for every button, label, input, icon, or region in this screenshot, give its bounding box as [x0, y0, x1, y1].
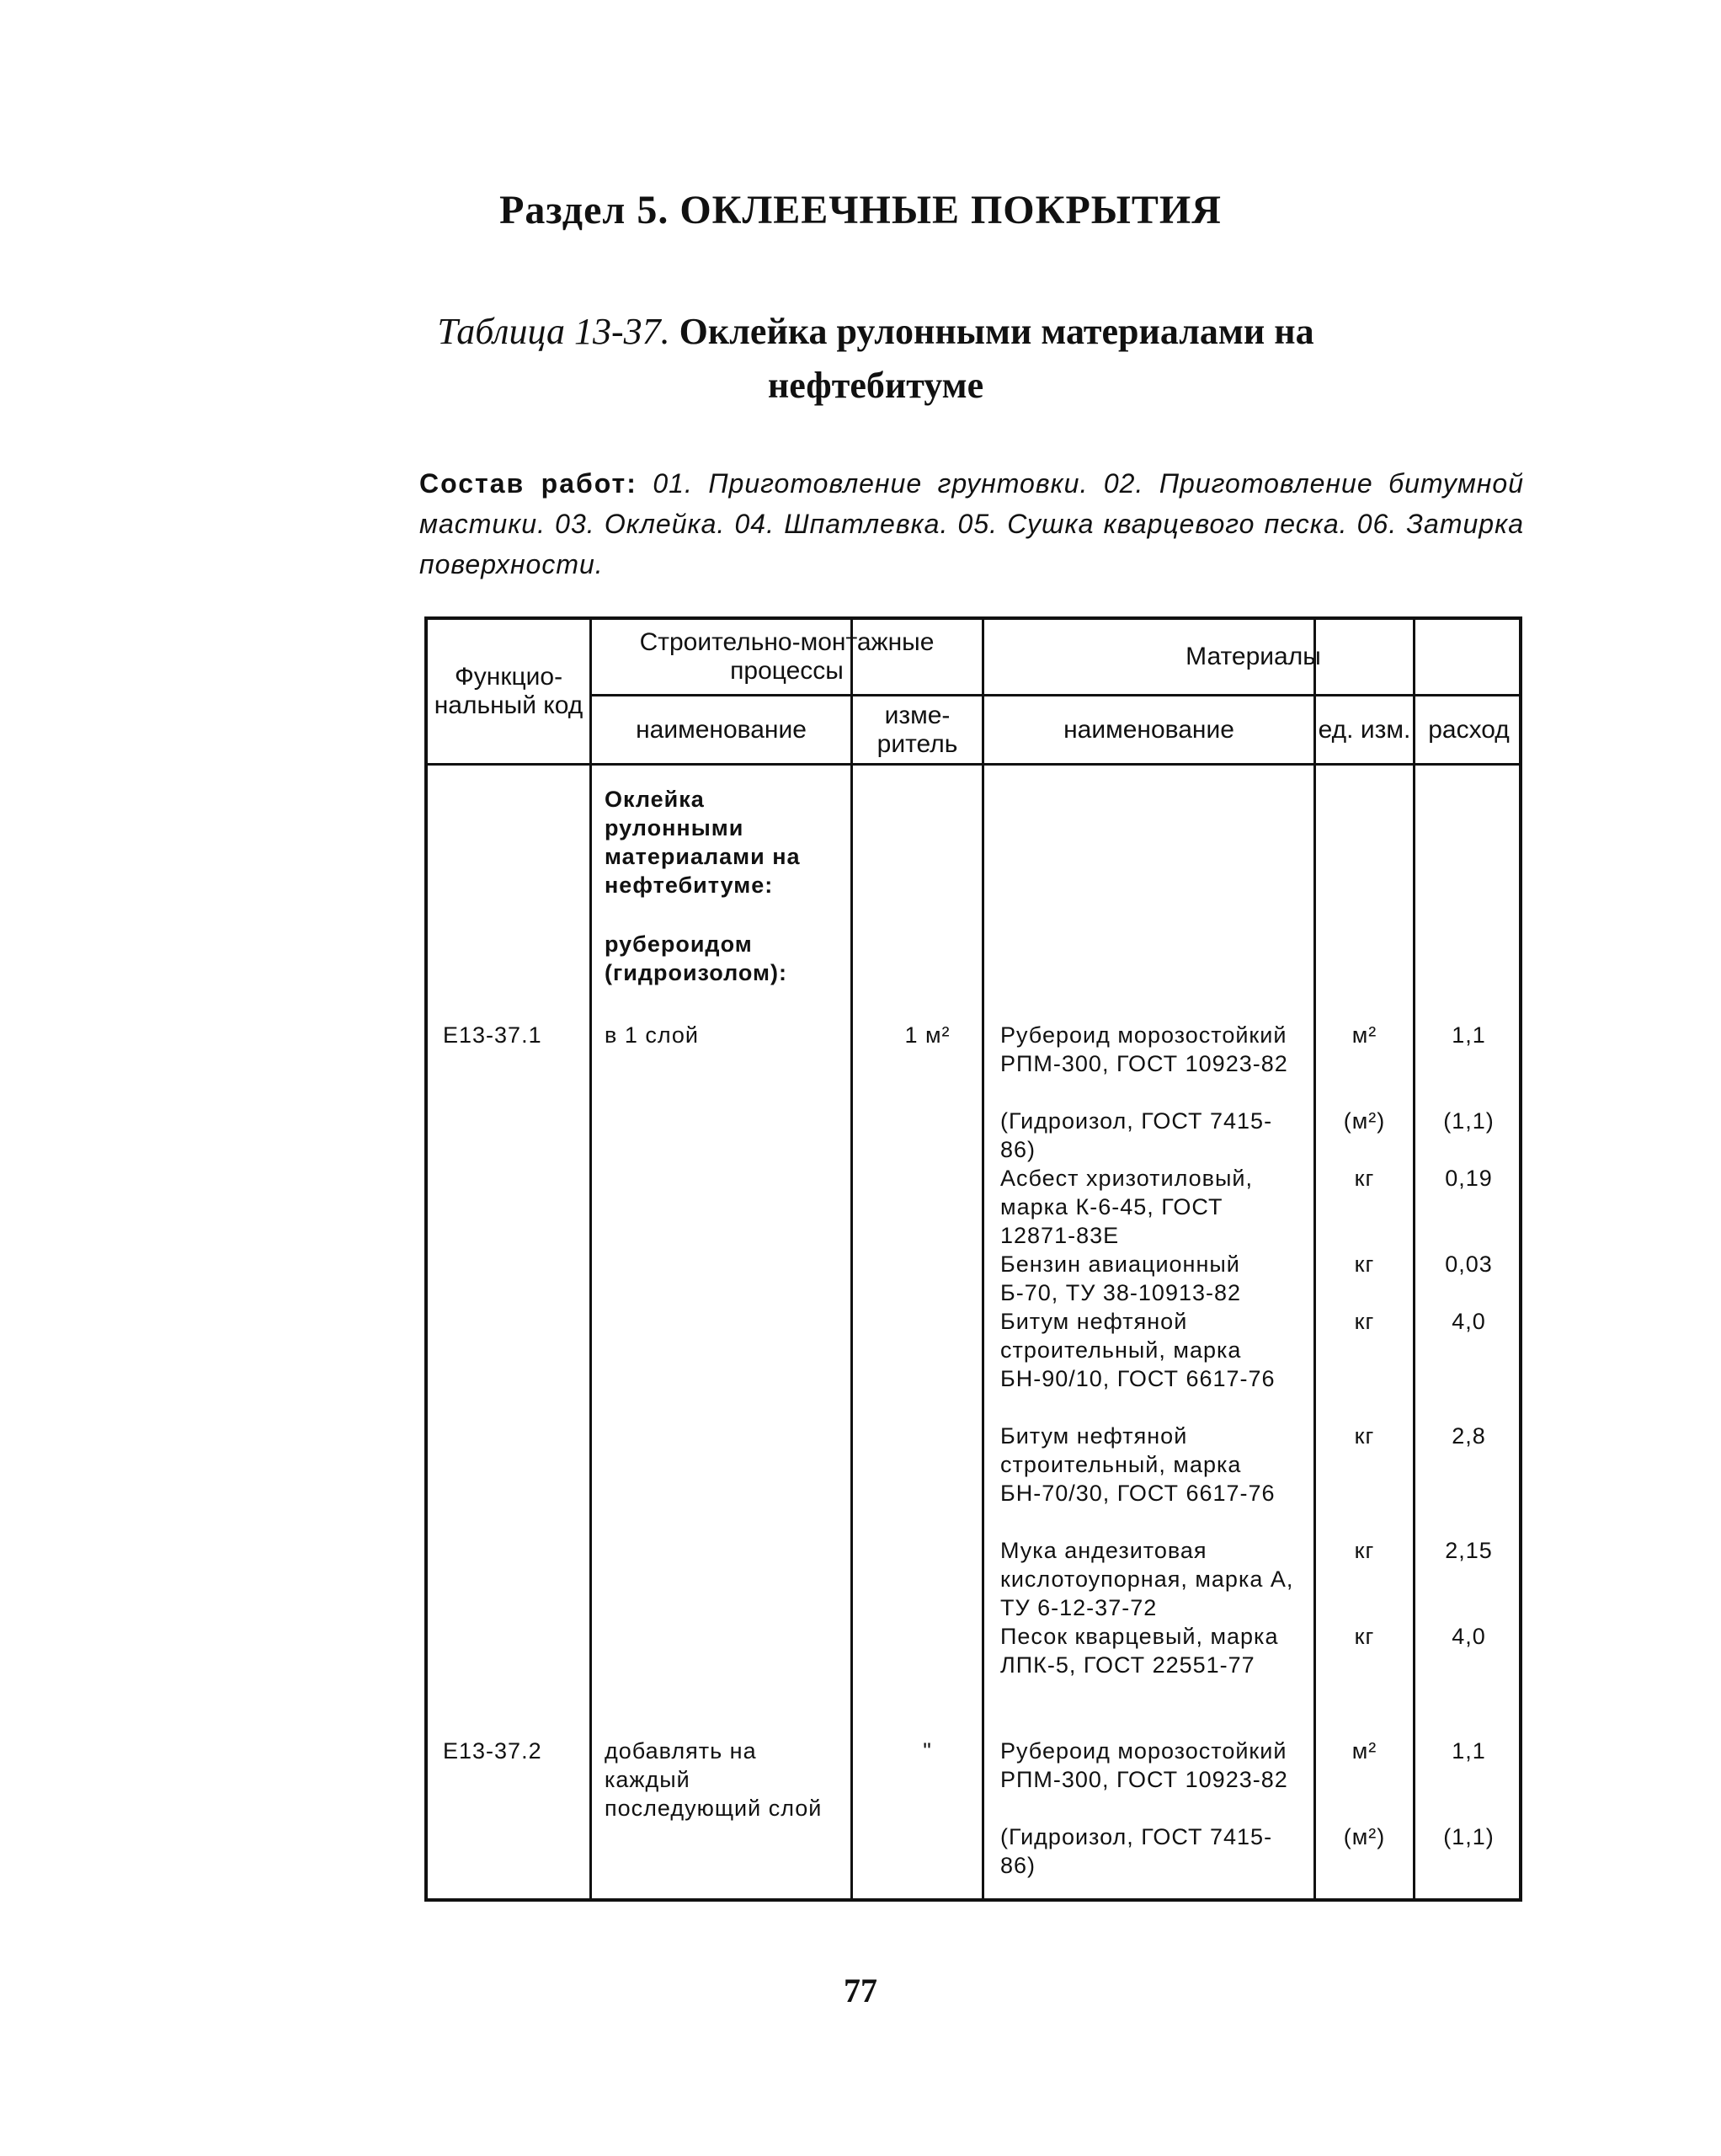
material-name: Рубероид морозостойкий РПМ-300, ГОСТ 10923-82: [1000, 1738, 1288, 1792]
material-unit: кг: [1354, 1309, 1375, 1334]
material-unit: м²: [1351, 1022, 1377, 1048]
material-name: Бензин авиационный Б-70, ТУ 38-10913-82: [1000, 1251, 1242, 1305]
row-code: Е13-37.1: [443, 1022, 542, 1048]
header-consumption: расход: [1428, 715, 1510, 744]
row-process: добавлять на каждый последующий слой: [605, 1738, 823, 1821]
material-name: Мука андезитовая кислотоупорная, марка А, ТУ 6-12-37-72: [1000, 1538, 1294, 1620]
table-column-rule: [982, 620, 984, 1898]
material-qty: 4,0: [1452, 1624, 1486, 1649]
row-meter-ditto: ": [923, 1738, 932, 1764]
material-qty: 2,15: [1445, 1538, 1493, 1563]
subgroup-title: рубероидом (гидроизолом):: [605, 931, 788, 985]
material-name: Битум нефтяной строительный, марка БН-70/30, ГОСТ 6617-76: [1000, 1423, 1276, 1506]
header-meter: изме-ритель: [876, 701, 958, 758]
material-name: Рубероид морозостойкий РПМ-300, ГОСТ 10923-82: [1000, 1022, 1288, 1076]
material-qty: 1,1: [1452, 1738, 1486, 1764]
table-caption-title: Оклейка рулонными материалами на нефтебитуме: [679, 311, 1314, 406]
table-header-rule: [428, 763, 1519, 766]
header-material-name: наименование: [1063, 715, 1234, 744]
group-title: Оклейка рулонными материалами на нефтебитуме:: [605, 787, 801, 898]
work-composition-text: 01. Приготовление грунтовки. 02. Приготовление битумной мастики. 03. Оклейка. 04. Шпатлевка. 05. Сушка кварцевого песка. 06. Затирка поверхности.: [419, 468, 1524, 579]
material-unit: (м²): [1343, 1108, 1386, 1134]
material-unit: кг: [1354, 1166, 1375, 1191]
material-name: (Гидроизол, ГОСТ 7415-86): [1000, 1108, 1273, 1162]
header-functional-code: Функцио-нальный код: [434, 663, 583, 719]
table-caption: [354, 305, 1398, 413]
section-title: Раздел 5. ОКЛЕЕЧНЫЕ ПОКРЫТИЯ: [499, 188, 1222, 232]
material-name: (Гидроизол, ГОСТ 7415-86): [1000, 1824, 1273, 1878]
material-qty: (1,1): [1443, 1108, 1495, 1134]
material-unit: кг: [1354, 1251, 1375, 1277]
work-composition-label: Состав работ:: [419, 468, 637, 499]
table-caption-label: Таблица 13-37.: [437, 311, 670, 352]
norms-table: [424, 616, 1522, 1902]
work-composition: [419, 463, 1524, 584]
row-process: в 1 слой: [605, 1022, 700, 1048]
material-qty: 2,8: [1452, 1423, 1486, 1449]
material-name: Битум нефтяной строительный, марка БН-90/10, ГОСТ 6617-76: [1000, 1309, 1276, 1391]
material-qty: 0,03: [1445, 1251, 1493, 1277]
material-qty: 0,19: [1445, 1166, 1493, 1191]
header-processes: Строительно-монтажные процессы: [639, 628, 935, 685]
material-unit: кг: [1354, 1538, 1375, 1563]
material-qty: (1,1): [1443, 1824, 1495, 1849]
material-qty: 4,0: [1452, 1309, 1486, 1334]
material-unit: кг: [1354, 1624, 1375, 1649]
page-number: 77: [844, 1972, 877, 2009]
row-code: Е13-37.2: [443, 1738, 542, 1764]
table-column-rule: [850, 620, 853, 1898]
material-qty: 1,1: [1452, 1022, 1486, 1048]
header-process-name: наименование: [636, 715, 807, 744]
material-name: Асбест хризотиловый, марка К-6-45, ГОСТ 12871-83Е: [1000, 1166, 1254, 1248]
row-meter: 1 м²: [904, 1022, 951, 1048]
header-materials: Материалы: [1186, 643, 1321, 670]
table-column-rule: [589, 620, 592, 1898]
material-unit: кг: [1354, 1423, 1375, 1449]
material-name: Песок кварцевый, марка ЛПК-5, ГОСТ 22551-77: [1000, 1624, 1279, 1678]
material-unit: м²: [1351, 1738, 1377, 1764]
header-unit: ед. изм.: [1318, 715, 1411, 744]
material-unit: (м²): [1343, 1824, 1386, 1849]
